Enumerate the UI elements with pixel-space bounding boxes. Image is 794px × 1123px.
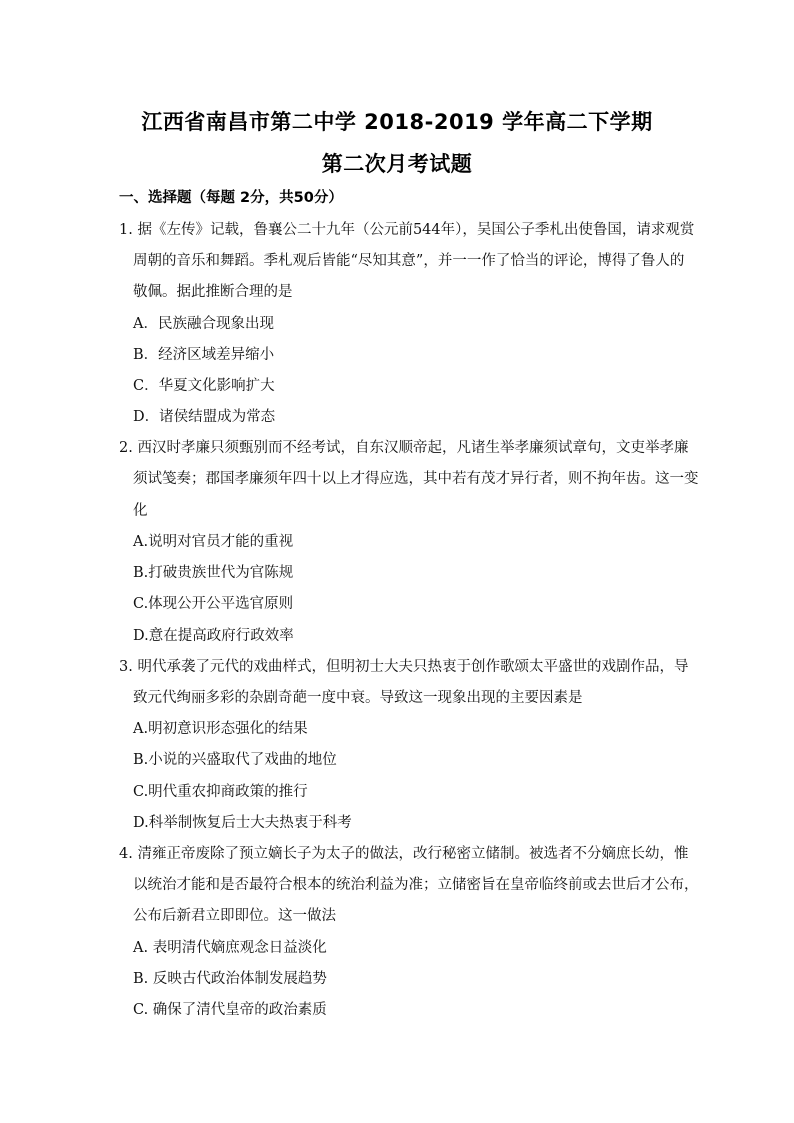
answer-option-a: A．民族融合现象出现 [133,316,274,332]
answer-option-d: D.科举制恢复后士大夫热衷于科考 [133,815,352,831]
question-stem-line: 2. 西汉时孝廉只须甄别而不经考试，自东汉顺帝起，凡诸生举孝廉须试章句，文吏举孝廉 [119,440,689,456]
question-stem-line: 敬佩。据此推断合理的是 [133,284,293,300]
question-stem-line: 公布后新君立即即位。这一做法 [133,908,336,924]
answer-option-c: C.明代重农抑商政策的推行 [133,784,308,800]
question-stem-line: 致元代绚丽多彩的杂剧奇葩一度中衰。导致这一现象出现的主要因素是 [133,690,583,706]
answer-option-c: C. 确保了清代皇帝的政治素质 [133,1002,327,1018]
section-heading: 一、选择题（每题 2分，共50分） [119,190,343,206]
answer-option-c: C．华夏文化影响扩大 [133,378,275,394]
document-subtitle: 第二次月考试题 [321,152,473,176]
question-stem-line: 须试笺奏；郡国孝廉须年四十以上才得应选，其中若有茂才异行者，则不拘年齿。这一变 [133,471,699,487]
answer-option-d: D.意在提高政府行政效率 [133,628,294,644]
answer-option-d: D．诸侯结盟成为常态 [133,409,276,425]
question-stem-line: 周朝的音乐和舞蹈。季札观后皆能“尽知其意”，并一一作了恰当的评论，博得了鲁人的 [133,253,685,269]
answer-option-a: A.明初意识形态强化的结果 [133,721,308,737]
question-stem-line: 3. 明代承袭了元代的戏曲样式，但明初士大夫只热衷于创作歌颂太平盛世的戏剧作品，导 [119,659,689,675]
answer-option-b: B.打破贵族世代为官陈规 [133,565,294,581]
answer-option-b: B.小说的兴盛取代了戏曲的地位 [133,752,337,768]
question-stem-line: 以统治才能和是否最符合根本的统治利益为准；立储密旨在皇帝临终前或去世后才公布， [133,877,699,893]
question-stem-line: 化 [133,503,148,519]
answer-option-b: B. 反映古代政治体制发展趋势 [133,971,327,987]
answer-option-a: A.说明对官员才能的重视 [133,534,294,550]
question-stem-line: 1. 据《左传》记载，鲁襄公二十九年（公元前544年），吴国公子季札出使鲁国，请求观赏 [119,222,695,238]
question-stem-line: 4. 清雍正帝废除了预立嫡长子为太子的做法，改行秘密立储制。被选者不分嫡庶长幼，惟 [119,846,689,862]
answer-option-b: B．经济区域差异缩小 [133,347,275,363]
answer-option-a: A. 表明清代嫡庶观念日益淡化 [133,940,327,956]
document-title: 江西省南昌市第二中学 2018-2019 学年高二下学期 [141,110,653,134]
answer-option-c: C.体现公开公平选官原则 [133,596,294,612]
